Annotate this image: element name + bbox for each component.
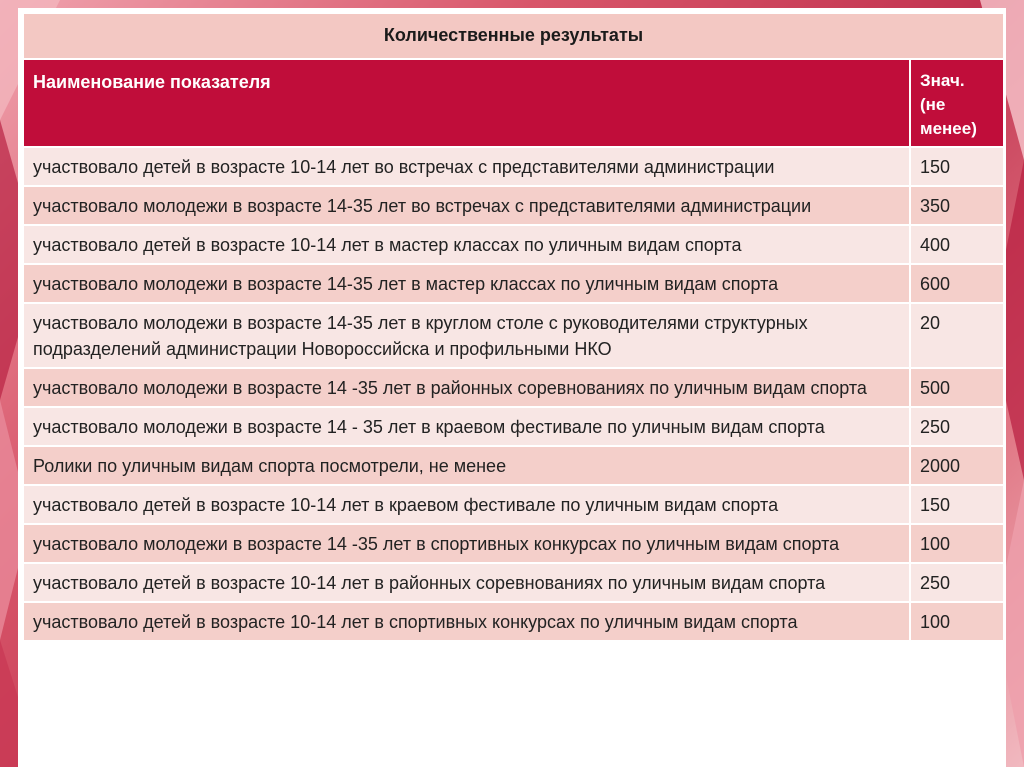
table-row xyxy=(23,446,1004,485)
indicator-value: 350 xyxy=(910,186,1004,225)
indicator-value: 250 xyxy=(910,563,1004,602)
indicator-name: участвовало детей в возрасте 10-14 лет в краевом фестивале по уличным видам спорта xyxy=(23,485,910,524)
indicator-name: участвовало молодежи в возрасте 14 -35 лет в спортивных конкурсах по уличным видам спорта xyxy=(23,524,910,563)
slide-content xyxy=(18,8,1006,767)
indicator-value: 500 xyxy=(910,368,1004,407)
indicator-value: 20 xyxy=(910,303,1004,368)
table-row xyxy=(23,485,1004,524)
column-header-value: Знач. (не менее) xyxy=(910,59,1004,147)
table-row xyxy=(23,524,1004,563)
indicator-name: участвовало детей в возрасте 10-14 лет во встречах с представителями администрации xyxy=(23,147,910,186)
column-header-name: Наименование показателя xyxy=(23,59,910,147)
indicator-name: Ролики по уличным видам спорта посмотрели, не менее xyxy=(23,446,910,485)
indicator-name: участвовало молодежи в возрасте 14-35 лет в мастер классах по уличным видам спорта xyxy=(23,264,910,303)
results-table xyxy=(22,12,1005,642)
indicator-value: 2000 xyxy=(910,446,1004,485)
indicator-value: 100 xyxy=(910,602,1004,641)
indicator-name: участвовало детей в возрасте 10-14 лет в спортивных конкурсах по уличным видам спорта xyxy=(23,602,910,641)
table-row xyxy=(23,303,1004,368)
indicator-name: участвовало молодежи в возрасте 14 - 35 лет в краевом фестивале по уличным видам спорта xyxy=(23,407,910,446)
indicator-value: 400 xyxy=(910,225,1004,264)
indicator-name: участвовало детей в возрасте 10-14 лет в мастер классах по уличным видам спорта xyxy=(23,225,910,264)
table-header-row xyxy=(23,59,1004,147)
indicator-name: участвовало молодежи в возрасте 14 -35 лет в районных соревнованиях по уличным видам спорта xyxy=(23,368,910,407)
indicator-value: 250 xyxy=(910,407,1004,446)
table-row xyxy=(23,186,1004,225)
indicator-value: 100 xyxy=(910,524,1004,563)
indicator-name: участвовало молодежи в возрасте 14-35 лет в круглом столе с руководителями структурных подразделений администрации Новороссийска и профильными НКО xyxy=(23,303,910,368)
table-title-row xyxy=(23,13,1004,59)
table-row xyxy=(23,602,1004,641)
table-row xyxy=(23,368,1004,407)
table-title: Количественные результаты xyxy=(23,13,1004,59)
indicator-name: участвовало детей в возрасте 10-14 лет в районных соревнованиях по уличным видам спорта xyxy=(23,563,910,602)
indicator-value: 150 xyxy=(910,147,1004,186)
table-row xyxy=(23,563,1004,602)
table-row xyxy=(23,407,1004,446)
table-row xyxy=(23,264,1004,303)
indicator-name: участвовало молодежи в возрасте 14-35 лет во встречах с представителями администрации xyxy=(23,186,910,225)
table-row xyxy=(23,147,1004,186)
indicator-value: 600 xyxy=(910,264,1004,303)
indicator-value: 150 xyxy=(910,485,1004,524)
table-row xyxy=(23,225,1004,264)
